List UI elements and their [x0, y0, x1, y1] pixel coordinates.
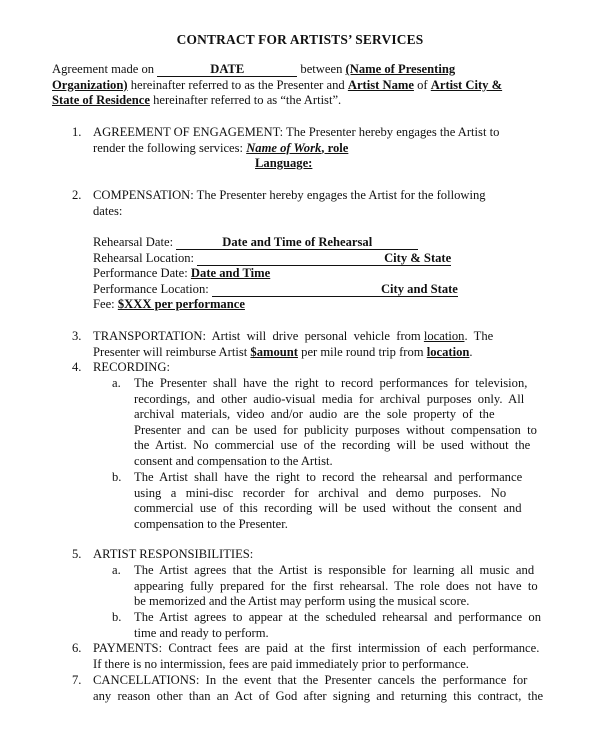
compensation-fields	[93, 235, 543, 313]
section-6-payments	[93, 641, 543, 672]
section-1-line-1: AGREEMENT OF ENGAGEMENT: The Presenter hereby engages the Artist to	[93, 125, 500, 139]
intro-line-2	[52, 78, 522, 94]
section-6-line: PAYMENTS: Contract fees are paid at the first intermission of each performance.	[93, 641, 540, 655]
rehearsal-location-label: Rehearsal Location:	[93, 250, 195, 265]
rehearsal-date-row	[93, 235, 543, 251]
intro-paragraph	[52, 62, 522, 109]
section-1-number: 1.	[72, 125, 82, 139]
section-5a-label: a.	[112, 563, 121, 577]
rehearsal-date-label: Rehearsal Date:	[93, 235, 174, 249]
section-2-line-2: dates:	[93, 203, 123, 218]
transportation-the: . The	[464, 329, 494, 343]
section-5b-line: time and ready to perform.	[134, 625, 269, 640]
presenting-org-field-cont: Organization)	[52, 77, 128, 92]
section-4-heading: RECORDING:	[93, 360, 170, 374]
fee-field: $XXX per performance	[117, 297, 245, 312]
section-4b-line: compensation to the Presenter.	[134, 516, 288, 531]
section-4b-text	[134, 470, 544, 532]
fee-row	[93, 297, 543, 313]
section-5a-line: be memorized and the Artist may perform using the musical score.	[134, 594, 470, 609]
language-field: Language:	[255, 156, 313, 171]
section-5b-text	[134, 610, 544, 641]
section-5-heading: ARTIST RESPONSIBILITIES:	[93, 547, 254, 561]
section-7-line: any reason other than an Act of God after signing and returning this contract, the	[93, 688, 544, 703]
transportation-text: TRANSPORTATION: Artist will drive personal vehicle from	[93, 329, 421, 343]
amount-field: $amount	[250, 344, 298, 359]
section-3-number: 3.	[72, 329, 82, 343]
section-4a-line: recordings, and other audio-visual media for archival purposes only. All	[134, 391, 525, 406]
performance-location-row	[93, 282, 543, 298]
reimburse-text: Presenter will reimburse Artist	[93, 344, 248, 359]
role-field: , role	[321, 140, 349, 155]
intro-hereinafter-artist: hereinafter referred to as “the Artist”.	[153, 93, 342, 108]
section-4-number: 4.	[72, 360, 82, 374]
section-4b-label: b.	[112, 470, 122, 484]
intro-of: of	[417, 77, 428, 92]
intro-between: between	[300, 62, 343, 76]
presenting-org-field: (Name of Presenting	[345, 62, 456, 76]
section-5a-line: appearing fully prepared for the first rehearsal. The role does not have to	[134, 578, 538, 593]
section-3-line-2	[93, 345, 543, 361]
performance-date-row	[93, 266, 543, 282]
section-5-number: 5.	[72, 547, 82, 561]
intro-made-on: Agreement made on	[52, 62, 155, 76]
state-of-residence-field: State of Residence	[52, 93, 150, 108]
date-field: DATE	[157, 63, 297, 77]
rehearsal-location-row	[93, 251, 543, 267]
period: .	[469, 344, 473, 359]
section-4a-line: Presenter and can be used for publicity purposes without compensation to	[134, 422, 537, 437]
section-1-line-3	[93, 156, 543, 172]
rehearsal-date-field: Date and Time of Rehearsal	[176, 236, 418, 250]
section-3-line-1	[93, 329, 543, 345]
section-4a-line: archival materials, video and/or audio are the sole property of the	[134, 407, 495, 422]
section-7-cancellations	[93, 673, 543, 704]
intro-line-1	[52, 62, 522, 78]
fee-label: Fee:	[93, 297, 115, 312]
artist-name-field: Artist Name	[347, 77, 414, 92]
round-trip-text: per mile round trip from	[301, 344, 424, 359]
section-5b-line: The Artist agrees to appear at the scheduled rehearsal and performance on	[134, 610, 542, 624]
performance-date-label: Performance Date:	[93, 266, 188, 281]
performance-date-field: Date and Time	[190, 266, 271, 281]
section-4a-line: the Artist. No commercial use of the recording will be used without the	[134, 438, 531, 453]
location-field-2: location	[426, 344, 470, 359]
section-2-compensation	[93, 188, 543, 219]
section-5a-line: The Artist agrees that the Artist is responsible for learning all music and	[134, 563, 535, 577]
rehearsal-location-field: City & State	[197, 252, 451, 266]
section-3-transportation	[93, 329, 543, 360]
section-5a-text	[134, 563, 544, 610]
section-7-line: CANCELLATIONS: In the event that the Presenter cancels the performance for	[93, 673, 528, 687]
section-4a-line: consent and compensation to the Artist.	[134, 453, 333, 468]
performance-location-label: Performance Location:	[93, 281, 209, 296]
section-6-number: 6.	[72, 641, 82, 655]
section-1-line-2	[93, 141, 543, 157]
services-label: render the following services:	[93, 140, 244, 155]
section-4b-line: using a mini-disc recorder for archival and demo purposes. No	[134, 485, 507, 500]
document-title: CONTRACT FOR ARTISTS’ SERVICES	[176, 32, 424, 47]
section-1-engagement	[93, 125, 543, 172]
section-2-number: 2.	[72, 188, 82, 202]
intro-hereinafter-presenter: hereinafter referred to as the Presenter and	[130, 77, 345, 92]
performance-location-field: City and State	[212, 283, 458, 297]
intro-line-3	[52, 93, 522, 109]
section-4b-line: commercial use of this recording will be used without the consent and	[134, 501, 522, 516]
section-4a-label: a.	[112, 376, 121, 390]
artist-city-field: Artist City &	[430, 77, 503, 92]
section-7-number: 7.	[72, 673, 82, 687]
section-4b-line: The Artist shall have the right to record the rehearsal and performance	[134, 470, 523, 484]
section-5b-label: b.	[112, 610, 122, 624]
section-6-line: If there is no intermission, fees are paid immediately prior to performance.	[93, 656, 469, 671]
section-4a-text	[134, 376, 544, 470]
location-field-1: location	[423, 329, 465, 343]
work-field: Name of Work	[246, 140, 322, 155]
section-4a-line: The Presenter shall have the right to record performances for television,	[134, 376, 528, 390]
section-2-line-1: COMPENSATION: The Presenter hereby engages the Artist for the following	[93, 188, 486, 202]
